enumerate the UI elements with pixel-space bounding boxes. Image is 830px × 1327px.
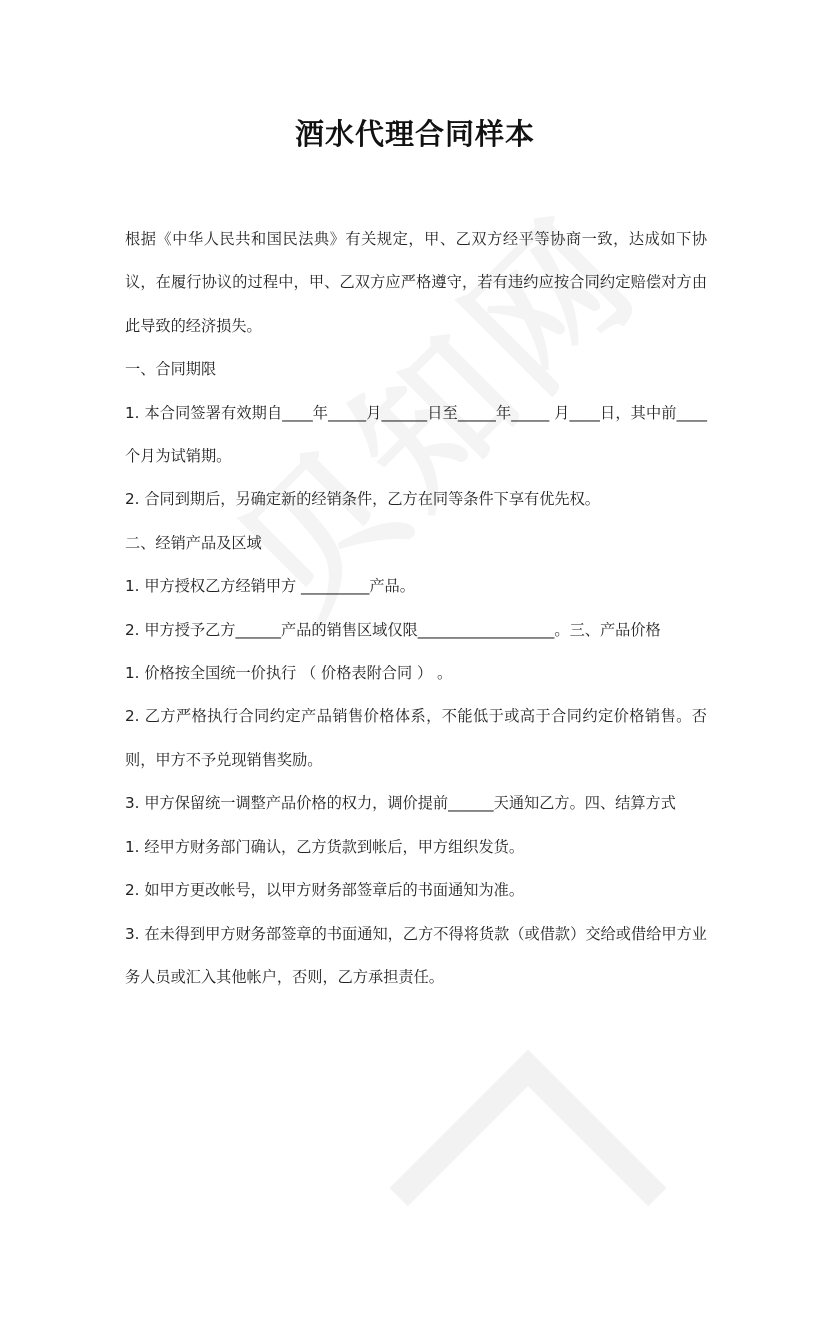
watermark-logo-shape [389,1049,666,1326]
document-body [125,218,707,999]
clause-products-1: 1. 甲方授权乙方经销甲方 _________产品。 [125,577,415,596]
clause-term-2: 2. 合同到期后，另确定新的经销条件，乙方在同等条件下享有优先权。 [125,490,600,509]
clause-settlement-1: 1. 经甲方财务部门确认，乙方货款到帐后，甲方组织发货。 [125,837,525,856]
clause-price-3: 3. 甲方保留统一调整产品价格的权力，调价提前______天通知乙方。四、结算方式 [125,794,676,813]
clause-term-1: 1. 本合同签署有效期自____年_____月______日至_____年_____ 月____日，其中前____个月为试销期。 [125,403,707,466]
clause-settlement-3: 3. 在未得到甲方财务部签章的书面通知，乙方不得将货款（或借款）交给或借给甲方业务人员或汇入其他帐户，否则，乙方承担责任。 [125,924,707,986]
clause-price-1: 1. 价格按全国统一价执行 （ 价格表附合同 ） 。 [125,664,453,683]
clause-products-2: 2. 甲方授予乙方______产品的销售区域仅限__________________。三、产品价格 [125,620,661,639]
clause-settlement-2: 2. 如甲方更改帐号，以甲方财务部签章后的书面通知为准。 [125,881,525,900]
intro-paragraph: 根据《中华人民共和国民法典》有关规定，甲、乙双方经平等协商一致，达成如下协议，在履行协议的过程中，甲、乙双方应严格遵守，若有违约应按合同约定赔偿对方由此导致的经济损失。 [125,230,707,335]
clause-price-2: 2. 乙方严格执行合同约定产品销售价格体系，不能低于或高于合同约定价格销售。否则，甲方不予兑现销售奖励。 [125,707,707,769]
document-title: 酒水代理合同样本 [294,117,535,151]
section-heading-contract-term: 一、合同期限 [125,360,217,379]
section-heading-products-region: 二、经销产品及区域 [125,533,262,552]
